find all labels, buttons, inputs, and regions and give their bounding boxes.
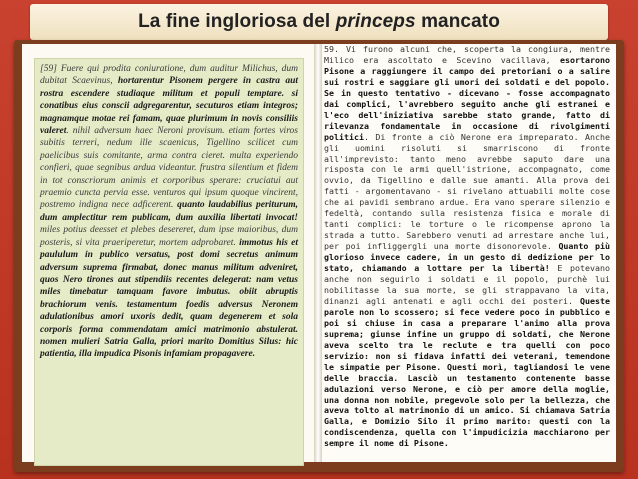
latin-segment: miles potius deesset et plebes desereret, dum ipse maioribus, dum posteris, si vita praeriperetur, mortem adprobaret.: [40, 225, 298, 248]
book-spine: [314, 44, 322, 462]
italian-segment-bold: esortarono Pisone a raggiungere il campo dei pretoriani o a salire sui rostri e saggiare gli umori dei soldati e del popolo. Se in questo tentativo - dicevano - fosse accompagnato dai complici, l'avrebbero seguito anche gli estranei e l'eco dell'iniziativa sarebbe stato grande, fatto di rilevanza fondamentale in occasione di rivolgimenti politici: [324, 54, 610, 142]
title-banner: [30, 4, 608, 40]
latin-segment-highlight: quanto laudabilius periturum, dum amplectitur rem publicam, dum auxilia libertati invocat!: [40, 200, 298, 223]
latin-segment-highlight: hortarentur Pisonem pergere in castra aut rostra escendere studiaque militum et populi temptare. si conatibus eius conscii adgregarentur, secuturos etiam integros; magnamque motae rei famam, quae plurimum in novis consiliis valeret: [40, 76, 299, 137]
latin-segment: . nihil adversum haec Neroni provisum. etiam fortes viros subitis terreri, nedum ille scaenicus, Tigellino scilicet cum paelicibus suis comitante, arma contra cieret. multa experiendo confieri, quae segnibus ardua videantur. frustra silentium et fidem in tot conscriorum animis et corporibus sperare: cruciatui aut praemio cuncta pervia esse. venturos qui ipsum quoque vincirent, postremo indigna nece adficerent.: [40, 126, 298, 211]
latin-text-box: [34, 58, 304, 466]
slide-title: La fine ingloriosa del princeps mancato: [138, 11, 500, 32]
italian-segment: . Di fronte a ciò Nerone era impreparato. Anche gli uomini risoluti si smarriscono di fronte all'imprevisto: tanto meno avrebbe saputo dare una risposta con le armi quell'istrione, accompagnato, come ovvio, da Tigellino e dalle sue amanti. Alla prova dei fatti - argomentavano - si rivelano attuabili molte cose che ai pavidi sembrano ardue. Era vano sperare silenzio e fedeltà, contando sulla resistenza fisica e morale di tanti complici: le torture o le ricompense aprono la strada a tutto. Sarebbero venuti ad arrestare anche lui, per poi infliggergli una morte disonorevole.: [324, 131, 610, 252]
latin-segment: [59] Fuere qui prodita coniuratione, dum auditur Milichus, dum dubitat Scaevinus,: [40, 64, 298, 87]
italian-segment: 59. Vi furono alcuni che, scoperta la congiura, mentre Milico era ascoltato e Scevino vacillava,: [324, 44, 610, 65]
italian-translation: [324, 44, 610, 466]
latin-segment-highlight: immotus his et paululum in publico versatus, post domi secretus animum adversum suprema firmabat, donec manus militum adveniret, quos Nero tirones aut stipendiis recentes delegerat: nam vetus miles timebatur tamquam favore imbutus. obiit abruptis brachiorum venis. testamentum foedis adversus Neronem adulationibus amori uxoris dedit, quam degenerem et sola corporis forma commendatam amici matrimonio abstulerat. nomen mulieri Satria Galla, priori marito Domitius Silus: hic patientia, illa impudica Pisonis infamiam propagavere.: [40, 237, 298, 360]
italian-segment-bold: Queste parole non lo scossero; si fece vedere poco in pubblico e poi si chiuse in casa a preparare l'animo alla prova suprema; giunse infine un gruppo di soldati, che Nerone aveva scelto tra le reclute e tra quelli con poco servizio: non si fidava infatti dei veterani, temendone le simpatie per Pisone. Questi morì, tagliandosi le vene delle braccia. Lasciò un testamento contenente basse adulazioni verso Nerone, e ciò per amore della moglie, una donna non nobile, pregevole solo per la bellezza, che aveva tolto al matrimonio di un amico. Si chiamava Satria Galla, e Domizio Silo il primo marito: questi con la condiscendenza, quella con l'impudicizia macchiarono per sempre il nome di Pisone.: [324, 295, 610, 449]
title-emphasis: princeps: [335, 11, 416, 32]
latin-passage: [40, 63, 298, 361]
italian-segment: E potevano anche non seguirlo i soldati e il popolo, purchè lui nobilitasse la sua morte, se gli strappavano la vita, dinanzi agli antenati e agli occhi dei posteri.: [324, 263, 610, 306]
italian-segment-bold: Quanto più glorioso invece cadere, in un gesto di dedizione per lo stato, chiamando a lottare per la libertà!: [324, 241, 610, 274]
